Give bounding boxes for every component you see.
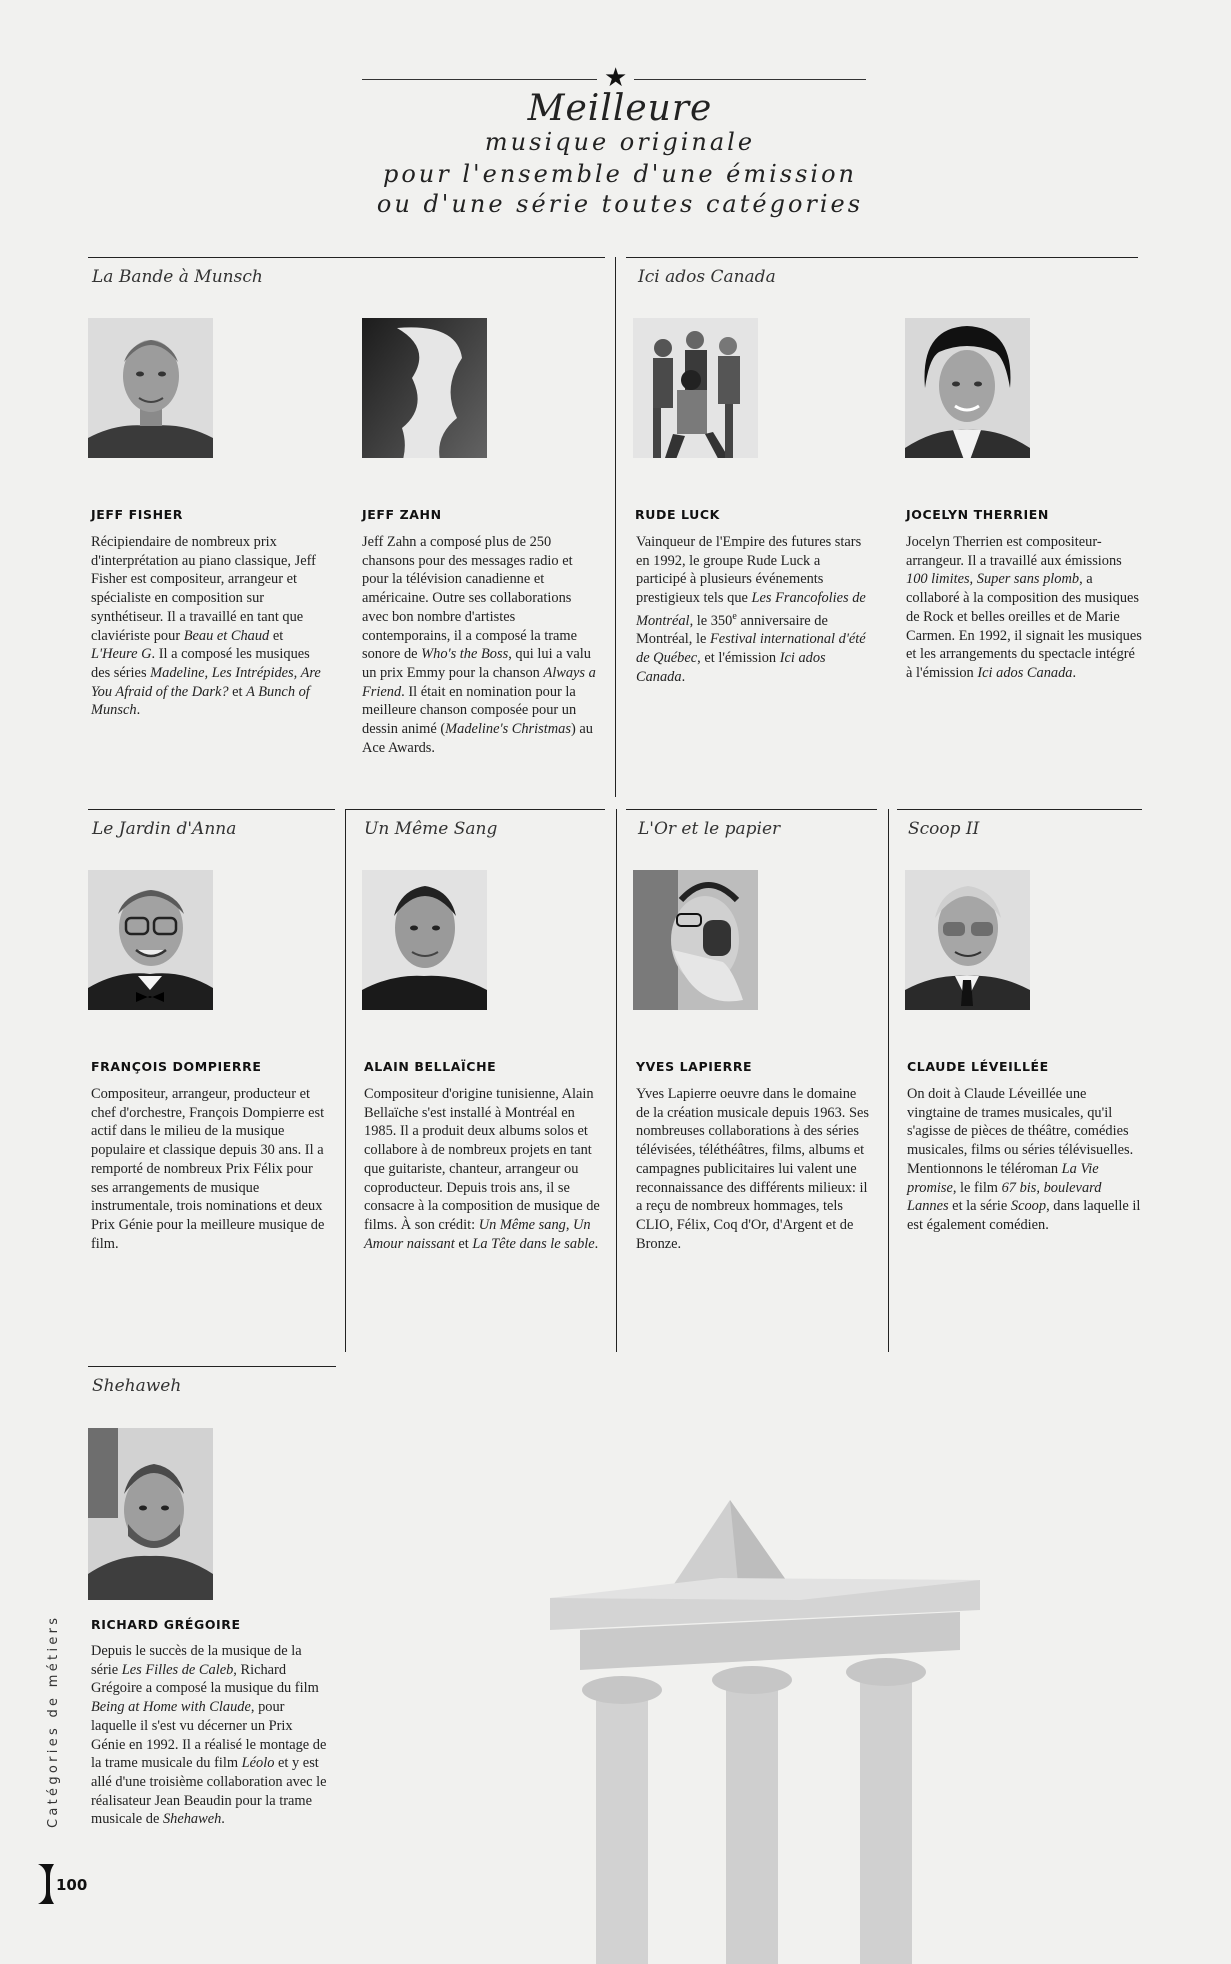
person-name: RUDE LUCK: [635, 507, 720, 522]
biography-text: Récipiendaire de nombreux prix d'interprétation au piano classique, Jeff Fisher est compositeur, arrangeur et spécialiste en composition sur synthétiseur. Il a travaillé en tant que claviériste pour Beau et Chaud et L'Heure G. Il a composé les musiques des séries Madeline, Les Intrépides, Are You Afraid of the Dark? et A Bunch of Munsch.: [91, 534, 321, 719]
person-name: RICHARD GRÉGOIRE: [91, 1617, 241, 1632]
column-divider: [345, 809, 346, 1352]
section-rule: [88, 1366, 336, 1367]
section-title: Un Même Sang: [364, 819, 498, 839]
page-title: Meilleure: [527, 88, 713, 129]
page-subtitle-line-1: musique originale: [484, 128, 756, 156]
category-side-label: Catégories de métiers: [46, 1614, 61, 1828]
person-name: JOCELYN THERRIEN: [906, 507, 1049, 522]
portrait-photo: [88, 870, 213, 1010]
page-subtitle-line-2: pour l'ensemble d'une émission: [382, 160, 857, 188]
section-rule: [88, 257, 605, 258]
star-icon: ★: [604, 63, 628, 93]
group-photo: [633, 318, 758, 458]
biography-text: On doit à Claude Léveillée une vingtaine de trames musicales, qu'il s'agisse de pièces de théâtre, comédies musicales, films ou séries télévisuelles. Mentionnons le téléroman La Vie promise, le film 67 bis, boulevard Lannes et la série Scoop, dans laquelle il est également comédien.: [907, 1086, 1141, 1233]
person-name: YVES LAPIERRE: [636, 1059, 753, 1074]
portrait-photo: [905, 870, 1030, 1010]
section-rule: [88, 809, 335, 810]
section-title: La Bande à Munsch: [92, 267, 263, 287]
person-name: FRANÇOIS DOMPIERRE: [91, 1059, 262, 1074]
header-rule-right: [634, 79, 866, 80]
portrait-photo: [88, 1428, 213, 1600]
biography-text: Yves Lapierre oeuvre dans le domaine de la création musicale depuis 1963. Ses nombreuses collaborations à des séries télévisées, téléthéâtres, films, albums et campagnes publicitaires lui valent une reconnaissance des différents milieux: il a reçu de nombreux hommages, tels CLIO, Félix, Coq d'Or, d'Argent et de Bronze.: [636, 1086, 869, 1252]
section-rule: [345, 809, 605, 810]
biography-text: Vainqueur de l'Empire des futures stars en 1992, le groupe Rude Luck a participé à plusieurs événements prestigieux tels que Les Francofolies de Montréal, le 350e anniversaire de Montréal, le Festival international d'été de Québec, et l'émission Ici ados Canada.: [636, 534, 866, 685]
person-name: JEFF ZAHN: [362, 507, 442, 522]
portrait-photo: [88, 318, 213, 458]
biography-text: Compositeur d'origine tunisienne, Alain Bellaïche s'est installé à Montréal en 1985. Il a produit deux albums solos et collabore à de nombreux projets en tant que guitariste, chanteur, arrangeur ou coproducteur. Depuis trois ans, il se consacre à la composition de musique de films. À son crédit: Un Même sang, Un Amour naissant et La Tête dans le sable.: [364, 1086, 600, 1252]
portrait-photo: [362, 870, 487, 1010]
column-divider: [616, 809, 617, 1352]
person-name: JEFF FISHER: [91, 507, 184, 522]
section-title: Ici ados Canada: [638, 267, 776, 287]
column-divider: [615, 257, 616, 797]
abstract-photo: [362, 318, 487, 458]
biography-text: Jeff Zahn a composé plus de 250 chansons pour des messages radio et pour la télévision canadienne et américaine. Outre ses collaborations avec bon nombre d'artistes contemporains, il a composé la trame sonore de Who's the Boss, qui lui a valu un prix Emmy pour la chanson Always a Friend. Il était en nomination pour la meilleure chanson composée pour un dessin animé (Madeline's Christmas) au Ace Awards.: [362, 534, 596, 756]
page-number: 100: [56, 1876, 88, 1894]
header-rule-left: [362, 79, 597, 80]
page-subtitle-line-3: ou d'une série toutes catégories: [376, 190, 864, 218]
person-name: ALAIN BELLAÏCHE: [364, 1059, 497, 1074]
section-rule: [897, 809, 1142, 810]
biography-text: Depuis le succès de la musique de la série Les Filles de Caleb, Richard Grégoire a composé la musique du film Being at Home with Claude, pour laquelle il s'est vu décerner un Prix Génie en 1992. Il a réalisé le montage de la trame musicale du film Léolo et y est allé d'une troisième collaboration avec le réalisateur Jean Beaudin pour la trame musicale de Shehaweh.: [91, 1643, 327, 1828]
section-title: L'Or et le papier: [638, 819, 781, 839]
pavilion-illustration: [540, 1500, 990, 1964]
person-name: CLAUDE LÉVEILLÉE: [907, 1059, 1049, 1074]
section-rule: [626, 809, 877, 810]
section-rule: [626, 257, 1138, 258]
section-title: Le Jardin d'Anna: [92, 819, 237, 839]
column-divider: [888, 809, 889, 1352]
portrait-photo: [905, 318, 1030, 458]
headphones-photo: [633, 870, 758, 1010]
bracket-icon: [36, 1862, 54, 1906]
section-title: Shehaweh: [92, 1376, 182, 1396]
section-title: Scoop II: [908, 819, 980, 839]
biography-text: Jocelyn Therrien est compositeur-arrangeur. Il a travaillé aux émissions 100 limites, Super sans plomb, a collaboré à la composition des musiques de Rock et belles oreilles et de Marie Carmen. En 1992, il signait les musiques et les arrangements du spectacle intégré à l'émission Ici ados Canada.: [906, 534, 1142, 681]
biography-text: Compositeur, arrangeur, producteur et chef d'orchestre, François Dompierre est actif dans le milieu de la musique populaire et classique depuis 30 ans. Il a remporté de nombreux Prix Félix pour ses arrangements de musique instrumentale, trois nominations et deux Prix Génie pour la meilleure musique de film.: [91, 1086, 325, 1252]
